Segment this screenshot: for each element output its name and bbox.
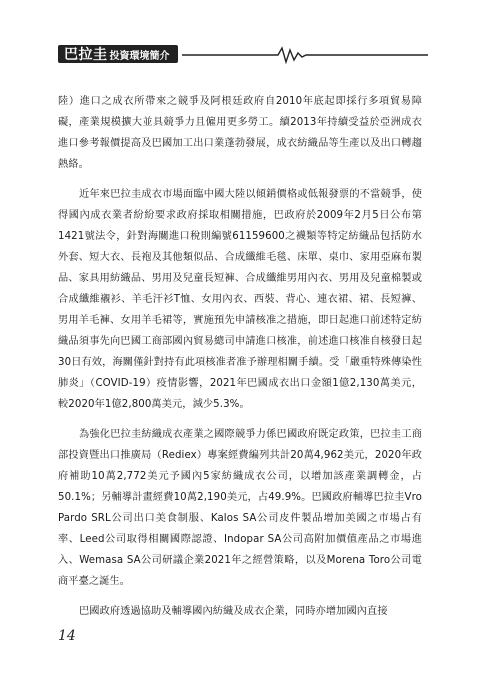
paragraph-4: 巴國政府透過協助及輔導國內紡織及成衣企業，同時亦增加國內直接 [79,606,388,617]
header-title-sub: 投資環境簡介 [109,50,170,62]
page-number: 14 [58,628,76,644]
heartbeat-line-icon [182,45,428,65]
paragraph-2: 近年來巴拉圭成衣市場面臨中國大陸以傾銷價格或低報發票的不當競爭，使得國內成衣業者紛紛要求政府採取相關措施，巴政府於2009年2月5日公布第1421號法令，針對海關進口稅則編號61159600之襪類等特定紡織品包括防水外套、短大衣、長袍及其他類似品、合成纖維毛毯、床單、桌巾、家用亞麻布製品、家具用紡織品、男用及兒童長短褲、合成纖維男用內衣、男用及兒童棉製或合成纖維襯衫、羊毛汗衫T恤、女用內衣、西裝、背心、連衣裙、裙、長短褲、男用羊毛褲、女用羊毛裙等，實施預先申請核准之措施，即日起進口前述特定紡織品須事先向巴國工商部國內貿易總司申請進口核准，前述進口核准自核發日起30日有效，海關僅針對持有此項核准者准予辦理相關手續。受「嚴重特殊傳染性肺炎」（COVID-19）疫情影響，2021年巴國成衣出口金額1億2,130萬美元，較2020年1億2,800萬美元，減少5.3%。 [58,189,422,410]
body-text [58,91,422,631]
header-title-box [58,45,178,63]
paragraph-1: 陸）進口之成衣所帶來之競爭及阿根廷政府自2010年底起即採行多項貿易障礙，產業規模擴大並具競爭力且僱用更多勞工。續2013年持續受益於亞洲成衣進口參考報價提高及巴國加工出口業蓬勃發展，成衣紡織品等生產以及出口轉趨熱絡。 [58,96,422,170]
page-header [58,45,428,67]
paragraph-3: 為強化巴拉圭紡織成衣產業之國際競爭力係巴國政府既定政策，巴拉圭工商部投資暨出口推廣局（Rediex）專案經費編列共計20萬4,962美元，2020年政府補助10萬2,772美元予國內5家紡織成衣公司，以增加該產業調轉金，占50.1%；另輔導計畫經費10萬2,190美元，占49.9%。巴國政府輔導巴拉圭Vro Pardo SRL公司出口美食制服、Kalos SA公司皮件製品增加美國之市場占有率、Leed公司取得相關國際認證、Indopar SA公司高附加價值產品之市場進入、Wemasa SA公司研議企業2021年之經營策略，以及Morena Toro公司電商平臺之誕生。 [58,429,422,587]
header-title-main: 巴拉圭 [64,47,108,63]
